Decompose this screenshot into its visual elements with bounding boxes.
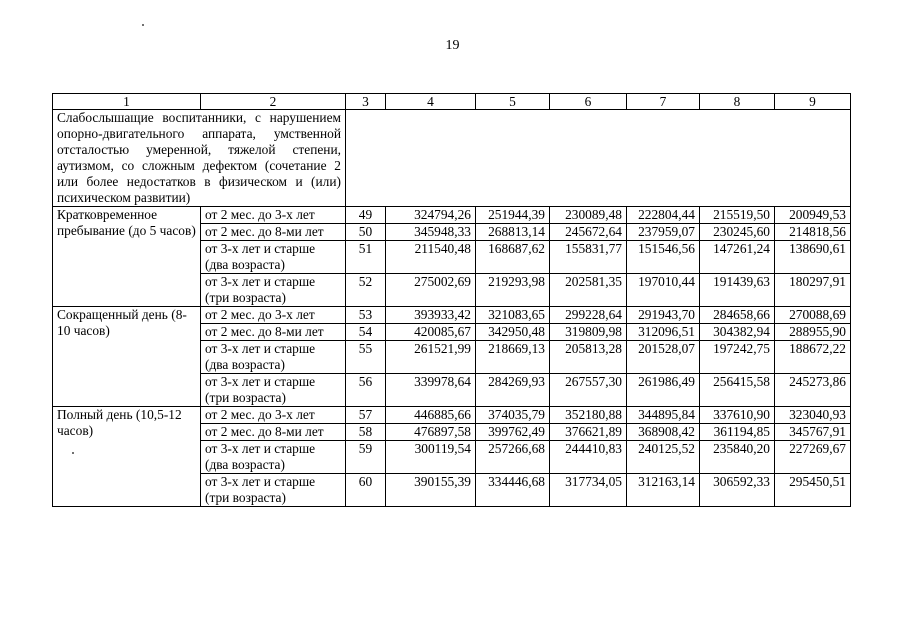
header-cell: 1	[53, 94, 201, 110]
value-cell: 261521,99	[386, 341, 476, 374]
value-cell: 299228,64	[550, 307, 627, 324]
value-cell: 227269,67	[775, 441, 851, 474]
age-cell: от 2 мес. до 3-х лет	[201, 207, 346, 224]
value-cell: 288955,90	[775, 324, 851, 341]
group-label: Полный день (10,5-12 часов)	[53, 407, 201, 507]
value-cell: 256415,58	[700, 374, 775, 407]
row-number: 57	[346, 407, 386, 424]
row-number: 55	[346, 341, 386, 374]
value-cell: 420085,67	[386, 324, 476, 341]
age-cell: от 3-х лет и старше (три возраста)	[201, 274, 346, 307]
header-row	[53, 94, 851, 110]
value-cell: 244410,83	[550, 441, 627, 474]
value-cell: 337610,90	[700, 407, 775, 424]
value-cell: 257266,68	[476, 441, 550, 474]
value-cell: 399762,49	[476, 424, 550, 441]
value-cell: 230089,48	[550, 207, 627, 224]
age-cell: от 3-х лет и старше (два возраста)	[201, 241, 346, 274]
value-cell: 284269,93	[476, 374, 550, 407]
scan-speck	[72, 452, 74, 454]
value-cell: 368908,42	[627, 424, 700, 441]
value-cell: 251944,39	[476, 207, 550, 224]
value-cell: 191439,63	[700, 274, 775, 307]
value-cell: 202581,35	[550, 274, 627, 307]
value-cell: 218669,13	[476, 341, 550, 374]
header-cell: 5	[476, 94, 550, 110]
value-cell: 211540,48	[386, 241, 476, 274]
value-cell: 284658,66	[700, 307, 775, 324]
value-cell: 323040,93	[775, 407, 851, 424]
age-cell: от 3-х лет и старше (три возраста)	[201, 374, 346, 407]
value-cell: 235840,20	[700, 441, 775, 474]
row-number: 59	[346, 441, 386, 474]
row-number: 49	[346, 207, 386, 224]
value-cell: 268813,14	[476, 224, 550, 241]
age-cell: от 3-х лет и старше (три возраста)	[201, 474, 346, 507]
group-label: Кратковременное пребывание (до 5 часов)	[53, 207, 201, 307]
age-cell: от 2 мес. до 8-ми лет	[201, 224, 346, 241]
value-cell: 151546,56	[627, 241, 700, 274]
age-cell: от 3-х лет и старше (два возраста)	[201, 341, 346, 374]
value-cell: 222804,44	[627, 207, 700, 224]
value-cell: 180297,91	[775, 274, 851, 307]
row-number: 54	[346, 324, 386, 341]
value-cell: 390155,39	[386, 474, 476, 507]
value-cell: 240125,52	[627, 441, 700, 474]
value-cell: 300119,54	[386, 441, 476, 474]
value-cell: 214818,56	[775, 224, 851, 241]
value-cell: 321083,65	[476, 307, 550, 324]
value-cell: 215519,50	[700, 207, 775, 224]
row-number: 50	[346, 224, 386, 241]
value-cell: 261986,49	[627, 374, 700, 407]
row-number: 58	[346, 424, 386, 441]
value-cell: 319809,98	[550, 324, 627, 341]
value-cell: 361194,85	[700, 424, 775, 441]
value-cell: 324794,26	[386, 207, 476, 224]
header-cell: 4	[386, 94, 476, 110]
empty-cell	[346, 110, 851, 207]
header-cell: 7	[627, 94, 700, 110]
row-number: 53	[346, 307, 386, 324]
table-row	[53, 407, 851, 424]
value-cell: 312163,14	[627, 474, 700, 507]
row-number: 51	[346, 241, 386, 274]
value-cell: 245672,64	[550, 224, 627, 241]
value-cell: 138690,61	[775, 241, 851, 274]
header-cell: 3	[346, 94, 386, 110]
value-cell: 344895,84	[627, 407, 700, 424]
age-cell: от 2 мес. до 8-ми лет	[201, 324, 346, 341]
value-cell: 312096,51	[627, 324, 700, 341]
header-cell: 2	[201, 94, 346, 110]
value-cell: 205813,28	[550, 341, 627, 374]
value-cell: 219293,98	[476, 274, 550, 307]
value-cell: 304382,94	[700, 324, 775, 341]
row-number: 56	[346, 374, 386, 407]
value-cell: 155831,77	[550, 241, 627, 274]
age-cell: от 2 мес. до 8-ми лет	[201, 424, 346, 441]
value-cell: 393933,42	[386, 307, 476, 324]
category-row	[53, 110, 851, 207]
group-label: Сокращенный день (8-10 часов)	[53, 307, 201, 407]
value-cell: 188672,22	[775, 341, 851, 374]
category-description: Слабослышащие воспитанники, с нарушением опорно-двигательного аппарата, умственной отсталостью умеренной, тяжелой степени, аутизмом, со сложным дефектом (сочетание 2 или более недостатков в физическом и (или) психическом развитии)	[53, 110, 346, 207]
value-cell: 374035,79	[476, 407, 550, 424]
value-cell: 345767,91	[775, 424, 851, 441]
value-cell: 295450,51	[775, 474, 851, 507]
header-cell: 8	[700, 94, 775, 110]
value-cell: 446885,66	[386, 407, 476, 424]
row-number: 60	[346, 474, 386, 507]
value-cell: 267557,30	[550, 374, 627, 407]
value-cell: 476897,58	[386, 424, 476, 441]
value-cell: 245273,86	[775, 374, 851, 407]
value-cell: 168687,62	[476, 241, 550, 274]
value-cell: 275002,69	[386, 274, 476, 307]
value-cell: 201528,07	[627, 341, 700, 374]
table-row	[53, 307, 851, 324]
value-cell: 230245,60	[700, 224, 775, 241]
value-cell: 342950,48	[476, 324, 550, 341]
age-cell: от 3-х лет и старше (два возраста)	[201, 441, 346, 474]
header-cell: 6	[550, 94, 627, 110]
age-cell: от 2 мес. до 3-х лет	[201, 307, 346, 324]
value-cell: 345948,33	[386, 224, 476, 241]
value-cell: 376621,89	[550, 424, 627, 441]
table-row	[53, 207, 851, 224]
value-cell: 147261,24	[700, 241, 775, 274]
value-cell: 352180,88	[550, 407, 627, 424]
value-cell: 200949,53	[775, 207, 851, 224]
value-cell: 339978,64	[386, 374, 476, 407]
value-cell: 291943,70	[627, 307, 700, 324]
scan-speck	[142, 24, 144, 26]
value-cell: 334446,68	[476, 474, 550, 507]
header-cell: 9	[775, 94, 851, 110]
tariff-table	[52, 93, 851, 507]
page-number: 19	[445, 38, 460, 53]
value-cell: 197242,75	[700, 341, 775, 374]
value-cell: 197010,44	[627, 274, 700, 307]
age-cell: от 2 мес. до 3-х лет	[201, 407, 346, 424]
value-cell: 237959,07	[627, 224, 700, 241]
value-cell: 270088,69	[775, 307, 851, 324]
value-cell: 306592,33	[700, 474, 775, 507]
row-number: 52	[346, 274, 386, 307]
value-cell: 317734,05	[550, 474, 627, 507]
